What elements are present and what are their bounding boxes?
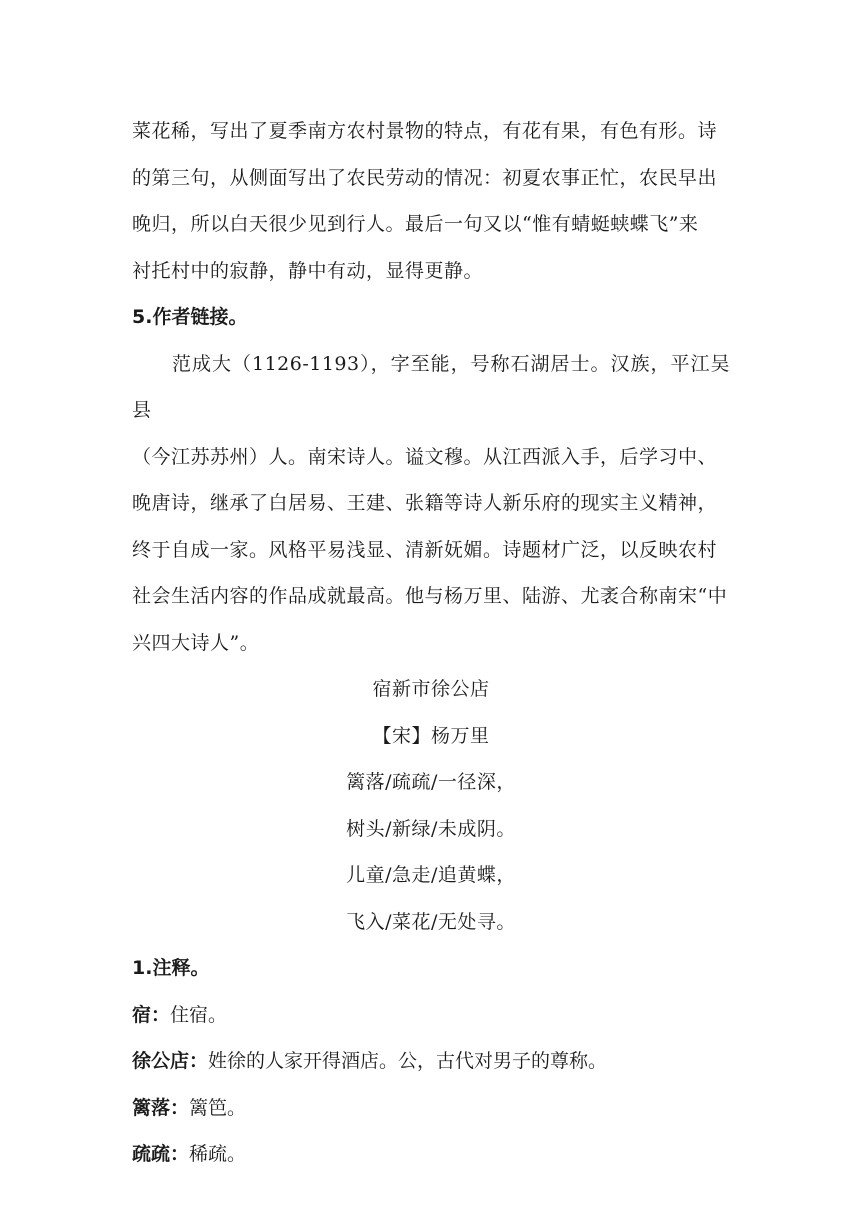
- paragraph-line: 终于自成一家。风格平易浅显、清新妩媚。诗题材广泛，以反映农村: [132, 538, 718, 561]
- annotation-list: [132, 992, 730, 1178]
- annotation-term: 宿：: [132, 1003, 171, 1026]
- paragraph-line: 晚唐诗，继承了白居易、王建、张籍等诗人新乐府的现实主义精神，: [132, 492, 718, 514]
- annotation-item: [132, 992, 730, 1039]
- annotation-text: 姓徐的人家开得酒店。公，古代对男子的尊称。: [208, 1050, 608, 1072]
- poem-line: 飞入/菜花/无处寻。: [346, 910, 516, 933]
- poem-title: 宿新市徐公店: [372, 678, 490, 700]
- annotation-item: [132, 1038, 730, 1085]
- annotation-term: 徐公店：: [132, 1050, 209, 1072]
- annotation-item: [132, 1085, 730, 1132]
- paragraph-line: （今江苏苏州）人。南宋诗人。谥文穆。从江西派入手，后学习中、: [132, 445, 718, 468]
- paragraph-line: 范成大（1126-1193），字至能，号称石湖居士。汉族，平江吴县: [132, 352, 730, 421]
- document-page: [132, 108, 730, 1178]
- paragraph-line: 社会生活内容的作品成就最高。他与杨万里、陆游、尤袤合称南宋“中: [132, 585, 728, 607]
- paragraph-line: 晚归，所以白天很少见到行人。最后一句又以“惟有蜻蜓蛱蝶飞”来: [132, 213, 699, 235]
- annotation-term: 篱落：: [132, 1096, 190, 1119]
- poem-author: 【宋】杨万里: [372, 724, 490, 747]
- annotation-text: 住宿。: [170, 1003, 228, 1026]
- poem-block: [132, 666, 730, 945]
- intro-paragraph: [132, 108, 730, 294]
- poem-line: 树头/新绿/未成阴。: [346, 817, 516, 840]
- paragraph-line: 衬托村中的寂静，静中有动，显得更静。: [132, 259, 484, 282]
- annotation-text: 篱笆。: [189, 1096, 247, 1119]
- paragraph-line: 菜花稀，写出了夏季南方农村景物的特点，有花有果，有色有形。诗: [132, 120, 718, 142]
- poem-line: 篱落/疏疏/一径深，: [346, 771, 516, 793]
- annotation-term: 疏疏：: [132, 1143, 190, 1165]
- author-paragraph: [132, 341, 730, 667]
- section-heading-author-link: 5.作者链接。: [132, 306, 248, 328]
- poem-line: 儿童/急走/追黄蝶，: [346, 864, 516, 886]
- annotation-text: 稀疏。: [189, 1143, 247, 1165]
- annotation-item: [132, 1131, 730, 1178]
- paragraph-line: 的第三句，从侧面写出了农民劳动的情况：初夏农事正忙，农民早出: [132, 166, 718, 189]
- section-heading-annotations: 1.注释。: [132, 957, 210, 979]
- paragraph-line: 兴四大诗人”。: [132, 631, 260, 654]
